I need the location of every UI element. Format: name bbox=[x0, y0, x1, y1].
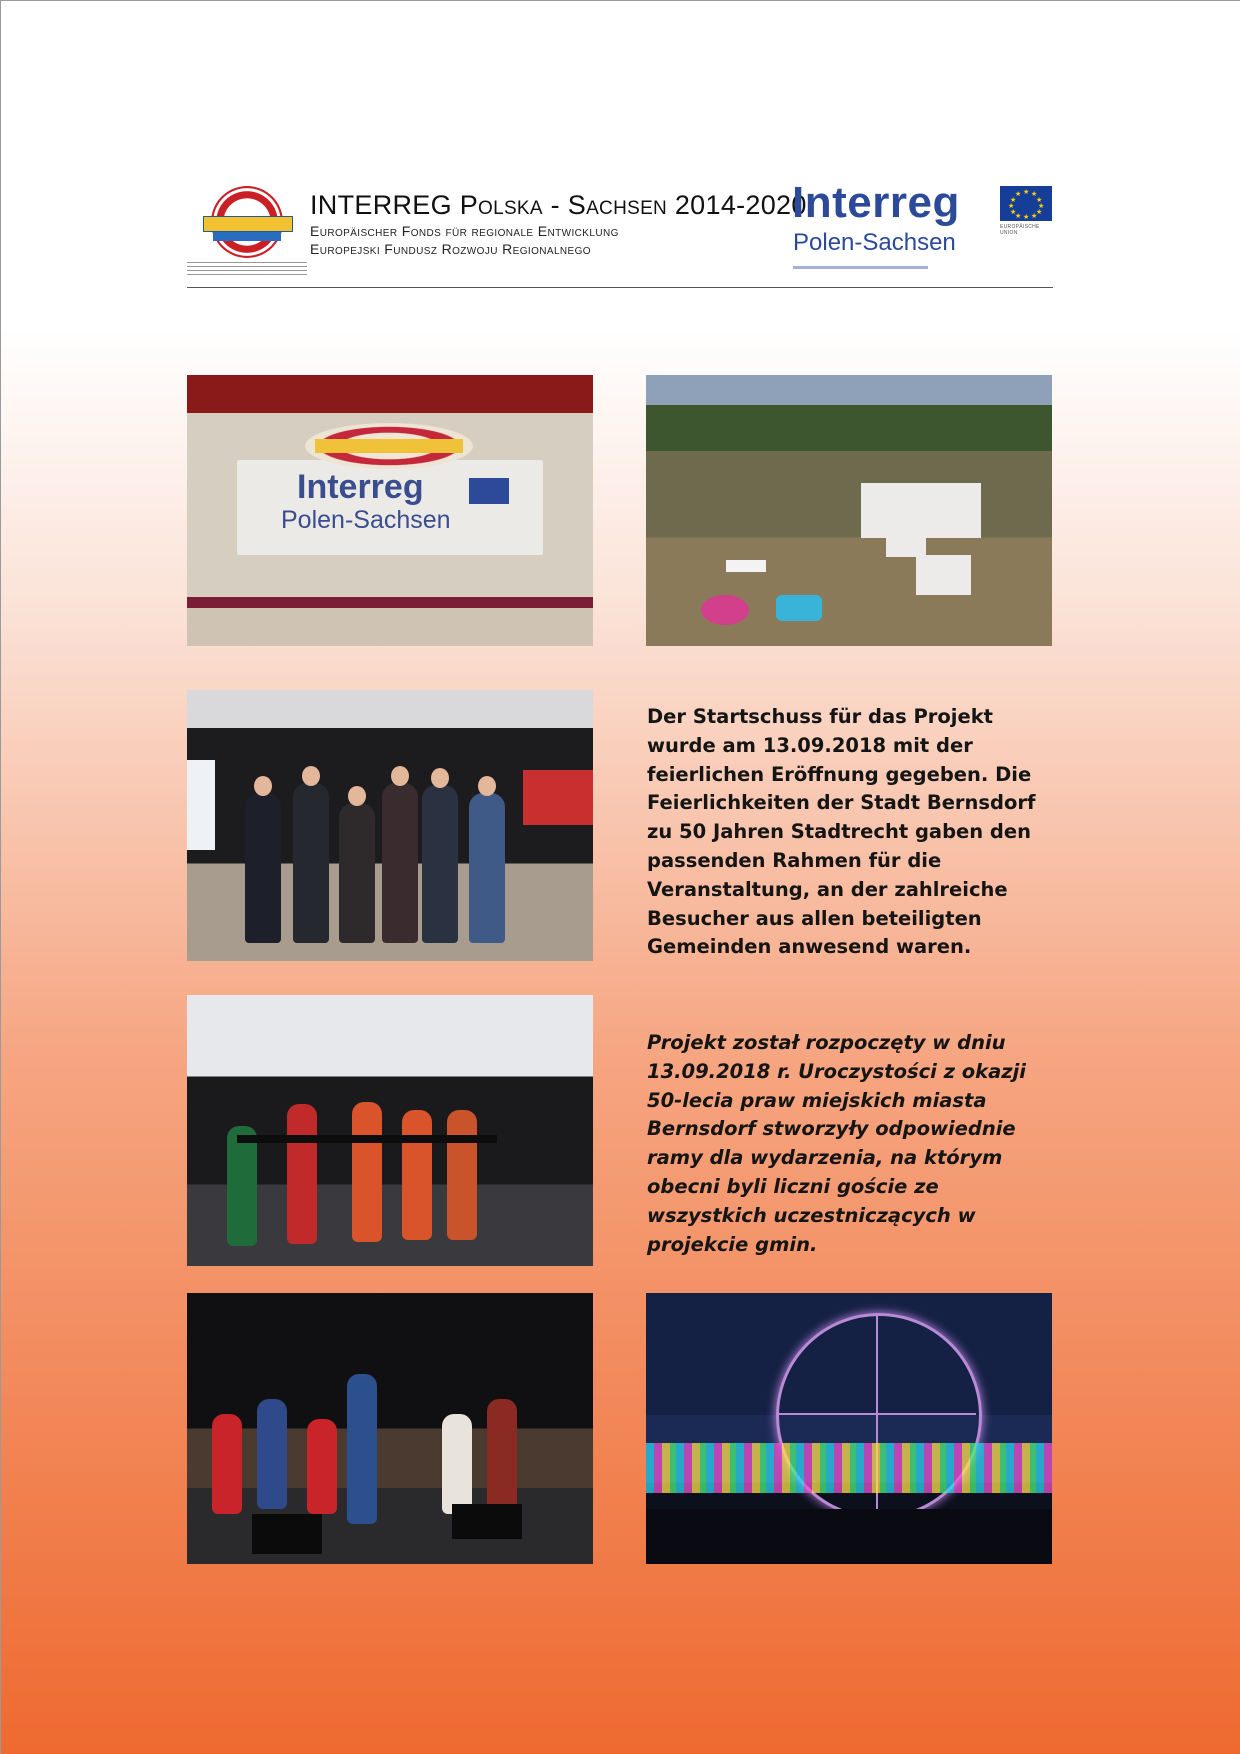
person-5-head bbox=[431, 768, 449, 788]
singer-3 bbox=[352, 1102, 382, 1242]
person-4-head bbox=[391, 766, 409, 786]
description-polish: Projekt został rozpoczęty w dniu 13.09.2018 r. Uroczystości z okazji 50-lecia praw miejskich miasta Bernsdorf stworzyły odpowiednie ramy dla wydarzenia, na którym obecni byli liczni goście ze wszystkich uczestniczących w projekcie gmin. bbox=[647, 1031, 1026, 1256]
eu-label: EUROPÄISCHE UNION bbox=[1000, 224, 1040, 236]
tent-large bbox=[861, 483, 981, 538]
stage-banner-right bbox=[523, 770, 593, 825]
person-2 bbox=[293, 783, 329, 943]
eu-flag-icon: ★ ★ ★ ★ ★ ★ ★ ★ ★ ★ ★ ★ bbox=[1000, 186, 1052, 221]
singer-1 bbox=[227, 1126, 257, 1246]
singer-2 bbox=[287, 1104, 317, 1244]
person-3 bbox=[339, 803, 375, 943]
trailer bbox=[726, 560, 766, 572]
dancer-2 bbox=[257, 1399, 287, 1509]
singer-5 bbox=[447, 1110, 477, 1240]
tent-small bbox=[886, 535, 926, 557]
cake-seal-band bbox=[315, 439, 463, 453]
header-divider bbox=[187, 287, 1053, 288]
crowd-silhouettes bbox=[646, 1509, 1052, 1564]
fair-lights bbox=[646, 1443, 1052, 1493]
speaker-right bbox=[452, 1504, 522, 1539]
person-5 bbox=[422, 785, 458, 943]
person-6-head bbox=[478, 776, 496, 796]
interreg-region: Polen-Sachsen bbox=[793, 229, 956, 256]
stage-banner-left bbox=[187, 760, 215, 850]
photo-group-stage bbox=[187, 690, 593, 961]
header bbox=[187, 180, 1053, 290]
singer-4 bbox=[402, 1110, 432, 1240]
program-subtitle-pl: Europejski Fundusz Rozwoju Regionalnego bbox=[310, 241, 591, 257]
interreg-wordmark: Interreg bbox=[792, 178, 960, 227]
program-subtitle-de: Europäischer Fonds für regionale Entwicklung bbox=[310, 223, 619, 239]
photo-cake bbox=[187, 375, 593, 646]
seal-ribbon bbox=[213, 232, 281, 241]
cake-eu-flag-icon bbox=[469, 478, 509, 504]
seal-fineprint bbox=[187, 262, 307, 276]
page-border-top bbox=[0, 0, 1240, 1]
person-1 bbox=[245, 793, 281, 943]
interreg-fineprint bbox=[793, 266, 928, 269]
dancer-4 bbox=[442, 1414, 472, 1514]
carousel bbox=[701, 595, 749, 625]
cake-interreg-print bbox=[237, 460, 543, 555]
person-3-head bbox=[348, 786, 366, 806]
person-1-head bbox=[254, 776, 272, 796]
cake-interreg-text: Interreg bbox=[297, 468, 424, 506]
photo-aerial-festival bbox=[646, 375, 1052, 646]
description-german: Der Startschuss für das Projekt wurde am 13.09.2018 mit der feierlichen Eröffnung gegeben. Die Feierlichkeiten der Stadt Bernsdorf zu 50 Jahren Stadtrecht gaben den passenden Rahmen für die Veranstaltung, an der zahlreiche Besucher aus allen beteiligten Gemeinden anwesend waren. bbox=[647, 705, 1036, 959]
lausitz-seal-logo bbox=[187, 186, 307, 276]
interreg-logo bbox=[792, 178, 1052, 276]
photo-folk-choir bbox=[187, 995, 593, 1266]
dancer-couple bbox=[347, 1374, 377, 1524]
dancer-1 bbox=[212, 1414, 242, 1514]
page-border-left bbox=[0, 0, 1, 1754]
speaker-left bbox=[252, 1514, 322, 1554]
ride-blue bbox=[776, 595, 822, 621]
program-title: INTERREG Polska - Sachsen 2014-2020 bbox=[310, 190, 807, 220]
program-title-block bbox=[310, 190, 807, 257]
photo-ferris-wheel bbox=[646, 1293, 1052, 1564]
tent-medium bbox=[916, 555, 971, 595]
cake-region-text: Polen-Sachsen bbox=[281, 506, 451, 534]
wheel-spoke-h bbox=[776, 1413, 976, 1415]
dancer-3 bbox=[307, 1419, 337, 1514]
music-stands bbox=[237, 1135, 497, 1143]
person-2-head bbox=[302, 766, 320, 786]
seal-banner bbox=[203, 216, 293, 232]
person-6 bbox=[469, 793, 505, 943]
photo-folk-dancers bbox=[187, 1293, 593, 1564]
dancer-5 bbox=[487, 1399, 517, 1519]
person-4 bbox=[382, 783, 418, 943]
